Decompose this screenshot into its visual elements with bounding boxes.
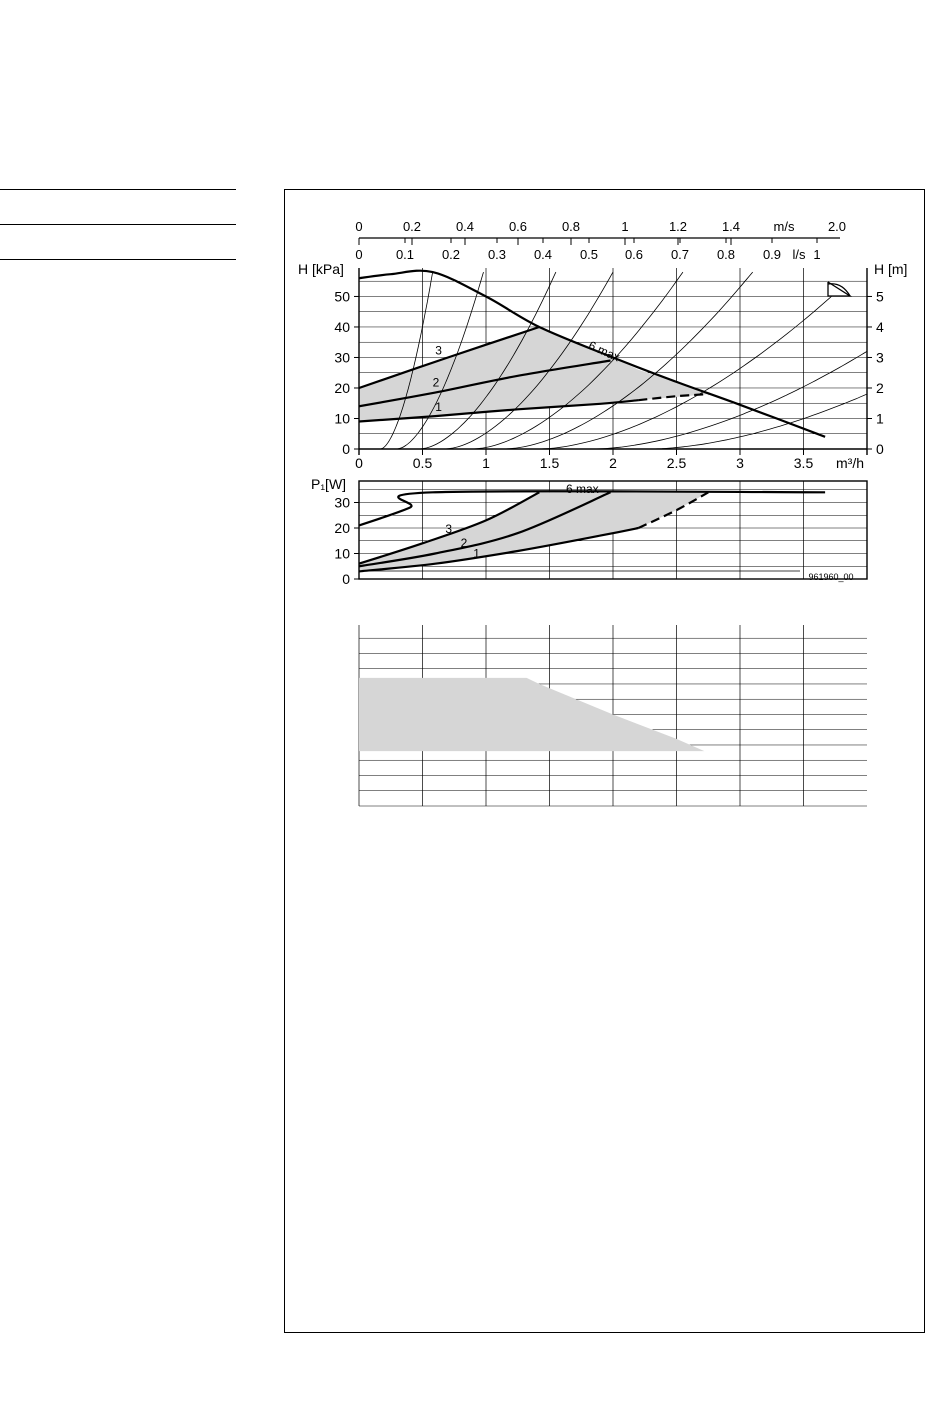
y-left-label: H [kPa]: [298, 261, 344, 277]
y-left-tick-label: 40: [334, 318, 350, 335]
y-right-tick-label: 0: [876, 441, 884, 457]
label-curve-3: 3: [445, 522, 453, 537]
label-6-max: 6 max: [566, 482, 599, 496]
x-tick-label: 2.5: [666, 455, 687, 471]
label-curve-3: 3: [435, 343, 442, 358]
ms-tick-label: 1: [621, 219, 629, 234]
ls-tick-label: 0.1: [395, 247, 415, 262]
ms-tick-label: 2.0: [827, 219, 847, 234]
ls-tick-label: 0: [355, 247, 363, 262]
y-right-label: H [m]: [874, 261, 908, 277]
y-right-tick-label: 1: [876, 410, 884, 427]
y-right-tick-label: 2: [876, 379, 884, 396]
y-right-tick-label: 4: [876, 318, 884, 335]
label-6-max: 6 max: [586, 338, 622, 365]
ls-tick-label: 0.5: [579, 247, 599, 262]
ls-tick-label: 0.8: [716, 247, 736, 262]
label-curve-2: 2: [460, 536, 468, 551]
system-curve-1: [381, 272, 433, 449]
power-chart-1: [311, 476, 867, 587]
ls-tick-label: 0.4: [533, 247, 553, 262]
x-tick-label: 3.5: [793, 455, 814, 471]
head-chart-2: [359, 625, 867, 806]
ls-tick-label: 0.3: [487, 247, 507, 262]
y-tick-label: 30: [334, 494, 350, 511]
label-curve-1: 1: [435, 399, 442, 414]
x-tick-label: 0: [355, 455, 363, 471]
x-tick-label: 0.5: [412, 455, 433, 471]
y-left-tick-label: 50: [334, 288, 350, 305]
x-tick-label: 2: [609, 455, 617, 471]
y-right-tick-label: 3: [876, 349, 884, 366]
ls-tick-label: 0.9: [762, 247, 782, 262]
x-tick-label: 1: [482, 455, 490, 471]
ms-tick-label: 1.4: [721, 219, 741, 234]
y-tick-label: 20: [334, 520, 350, 536]
ms-tick-label: m/s: [773, 219, 795, 234]
y-tick-label: 10: [334, 545, 350, 562]
ls-tick-label: 1: [813, 247, 821, 262]
mode-symbol-icon: [828, 282, 850, 296]
x-tick-label: 1.5: [539, 455, 560, 471]
y-left-tick-label: 30: [334, 349, 350, 366]
ms-tick-label: 0: [355, 219, 363, 234]
ms-tick-label: 0.8: [561, 219, 581, 234]
ls-tick-label: l/s: [792, 247, 806, 262]
y-right-tick-label: 5: [876, 288, 884, 305]
label-curve-1: 1: [473, 546, 480, 561]
system-curve-9: [651, 394, 867, 449]
ms-tick-label: 0.6: [508, 219, 528, 234]
ms-tick-label: 0.4: [455, 219, 475, 234]
y-label: P₁[W]: [311, 476, 347, 492]
y-left-tick-label: 0: [342, 441, 350, 457]
head-chart-1: [298, 261, 907, 471]
chart-panels: [298, 261, 907, 806]
x-tick-label: 3: [736, 455, 744, 471]
top-velocity-axes: [355, 219, 846, 262]
label-curve-2: 2: [432, 375, 440, 390]
ls-tick-label: 0.7: [670, 247, 690, 262]
x-unit-label: m³/h: [836, 455, 864, 471]
ls-tick-label: 0.6: [624, 247, 644, 262]
ls-tick-label: 0.2: [441, 247, 461, 262]
diagram-code: 961960_00: [808, 572, 854, 582]
ms-tick-label: 1.2: [668, 219, 688, 234]
ms-tick-label: 0.2: [402, 219, 422, 234]
y-left-tick-label: 10: [334, 410, 350, 427]
y-tick-label: 0: [342, 571, 350, 587]
y-left-tick-label: 20: [334, 379, 350, 396]
